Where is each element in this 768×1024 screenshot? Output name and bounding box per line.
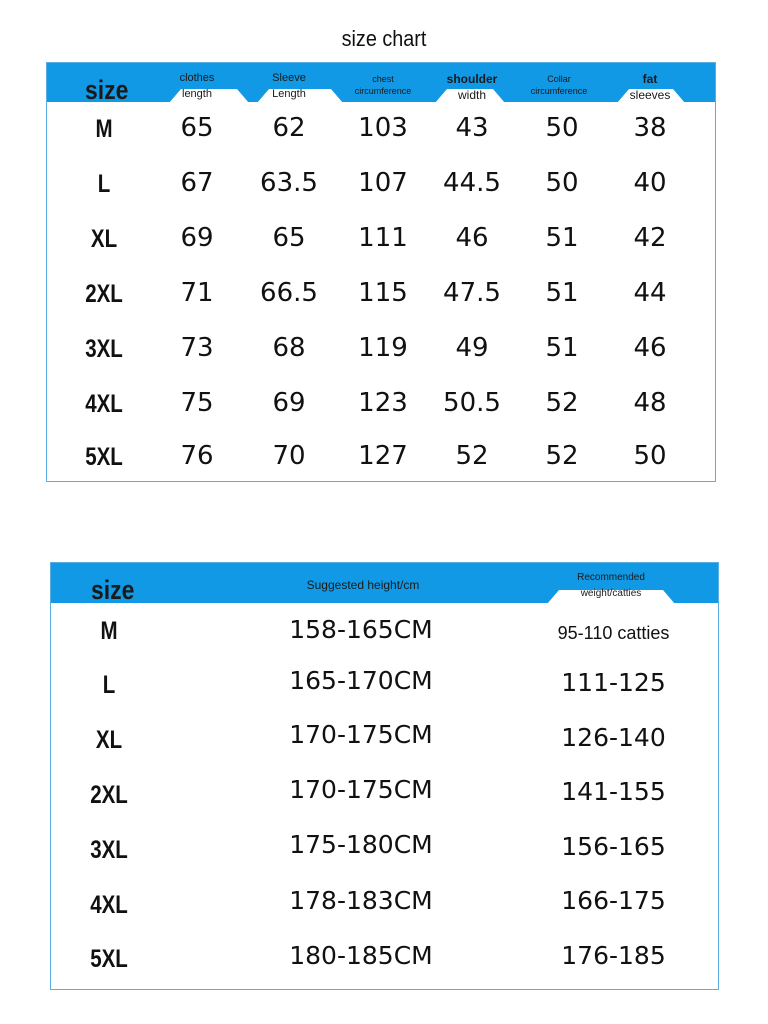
col-header-shoulder-width: shoulder width <box>446 72 498 102</box>
table-cell: 73 <box>180 333 214 363</box>
size-label: M <box>95 115 113 143</box>
height-cell: 170-175CM <box>289 720 433 749</box>
weight-cell: 111-125 <box>561 668 666 697</box>
size-label: 3XL <box>90 836 128 864</box>
height-cell: 170-175CM <box>289 775 433 804</box>
table-cell: 52 <box>545 388 579 418</box>
weight-cell: 95-110 catties <box>557 623 670 643</box>
table-cell: 70 <box>272 441 306 471</box>
table-cell: 49 <box>455 333 489 363</box>
weight-cell: 166-175 <box>561 886 666 915</box>
page-title: size chart <box>341 26 427 51</box>
size-label: 3XL <box>85 335 123 363</box>
table-cell: 111 <box>358 223 408 253</box>
table-cell: 127 <box>358 441 408 471</box>
col-header-collar-circumference: Collar circumference <box>530 74 588 97</box>
table-cell: 69 <box>272 388 306 418</box>
table-cell: 50 <box>633 441 667 471</box>
table-cell: 44.5 <box>443 168 501 198</box>
table-cell: 76 <box>180 441 214 471</box>
weight-cell: 141-155 <box>561 777 666 806</box>
table-cell: 46 <box>633 333 667 363</box>
weight-cell: 156-165 <box>561 832 666 861</box>
weight-cell: 126-140 <box>561 723 666 752</box>
col-header-suggested-height: Suggested height/cm <box>306 578 420 592</box>
size-label: 4XL <box>90 891 128 919</box>
size-label: L <box>102 671 116 699</box>
table-cell: 103 <box>358 113 408 143</box>
table-cell: 51 <box>545 223 579 253</box>
table-cell: 47.5 <box>443 278 501 308</box>
col-header-sleeve-length: Sleeve Length <box>272 72 306 100</box>
table-cell: 65 <box>272 223 306 253</box>
col-header-chest-circumference: chest circumference <box>354 74 412 97</box>
table-cell: 107 <box>358 168 408 198</box>
table-cell: 52 <box>455 441 489 471</box>
table-cell: 44 <box>633 278 667 308</box>
table-cell: 62 <box>272 113 306 143</box>
table-cell: 65 <box>180 113 214 143</box>
table-cell: 115 <box>358 278 408 308</box>
table-cell: 50 <box>545 113 579 143</box>
size-label: 4XL <box>85 390 123 418</box>
table-cell: 42 <box>633 223 667 253</box>
table-cell: 51 <box>545 278 579 308</box>
size-label: L <box>97 170 111 198</box>
table-cell: 71 <box>180 278 214 308</box>
col-header-recommended-weight: Recommended weight/catties <box>577 572 645 599</box>
table-cell: 38 <box>633 113 667 143</box>
table-cell: 119 <box>358 333 408 363</box>
table-cell: 67 <box>180 168 214 198</box>
measurement-table <box>46 62 716 482</box>
size-column-header: size <box>91 575 135 605</box>
table-cell: 66.5 <box>260 278 318 308</box>
table-cell: 75 <box>180 388 214 418</box>
table-cell: 68 <box>272 333 306 363</box>
height-cell: 178-183CM <box>289 886 433 915</box>
weight-cell: 176-185 <box>561 941 666 970</box>
table-cell: 52 <box>545 441 579 471</box>
table-cell: 63.5 <box>260 168 318 198</box>
size-label: XL <box>95 726 123 754</box>
table-cell: 43 <box>455 113 489 143</box>
height-cell: 175-180CM <box>289 830 433 859</box>
table-cell: 48 <box>633 388 667 418</box>
table-cell: 40 <box>633 168 667 198</box>
table-cell: 46 <box>455 223 489 253</box>
size-label: 2XL <box>85 280 123 308</box>
col-header-fat-sleeves: fat sleeves <box>629 72 671 102</box>
height-cell: 165-170CM <box>289 666 433 695</box>
size-label: XL <box>90 225 118 253</box>
size-column-header: size <box>85 75 129 105</box>
size-label: 5XL <box>85 443 123 471</box>
height-cell: 158-165CM <box>289 615 433 644</box>
table-cell: 123 <box>358 388 408 418</box>
table-cell: 50.5 <box>443 388 501 418</box>
table-cell: 50 <box>545 168 579 198</box>
recommendation-table <box>50 562 719 990</box>
table-cell: 69 <box>180 223 214 253</box>
size-label: 2XL <box>90 781 128 809</box>
col-header-clothes-length: clothes length <box>179 72 215 100</box>
size-label: 5XL <box>90 945 128 973</box>
size-label: M <box>100 617 118 645</box>
height-cell: 180-185CM <box>289 941 433 970</box>
table-cell: 51 <box>545 333 579 363</box>
